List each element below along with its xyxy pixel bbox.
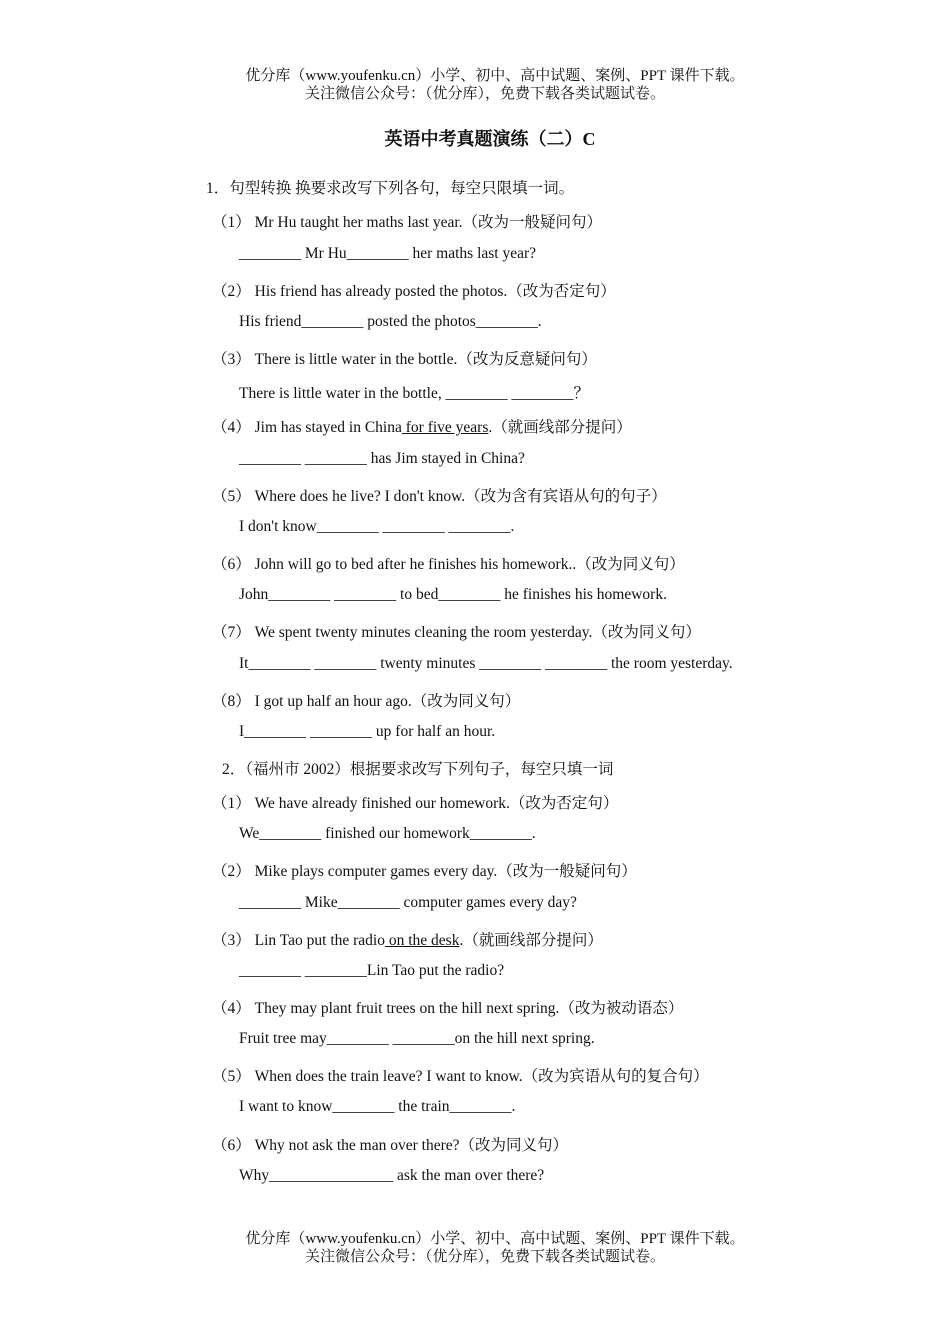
answer-2-2: ________ Mike________ computer games every day? bbox=[239, 894, 577, 911]
footer-line-2: 关注微信公众号：（优分库），免费下载各类试题试卷。 bbox=[304, 1249, 665, 1265]
question-2-4: （4） They may plant fruit trees on the hill next spring.（改为被动语态） bbox=[212, 1000, 684, 1017]
question-2-2: （2） Mike plays computer games every day.（改为一般疑问句） bbox=[212, 863, 637, 880]
answer-2-4: Fruit tree may________ ________on the hill next spring. bbox=[239, 1030, 595, 1047]
answer-1-3: There is little water in the bottle, ________ ________？ bbox=[239, 385, 589, 402]
answer-1-8: I________ ________ up for half an hour. bbox=[239, 723, 496, 740]
question-1-7: （7） We spent twenty minutes cleaning the room yesterday.（改为同义句） bbox=[212, 624, 701, 641]
question-1-6: （6） John will go to bed after he finishes his homework..（改为同义句） bbox=[212, 556, 685, 573]
question-1-2: （2） His friend has already posted the photos.（改为否定句） bbox=[212, 283, 616, 300]
question-1-8: （8） I got up half an hour ago.（改为同义句） bbox=[212, 693, 521, 710]
answer-1-1: ________ Mr Hu________ her maths last year? bbox=[239, 245, 537, 262]
page-title: 英语中考真题演练（二）C bbox=[384, 129, 596, 149]
question-2-3-text: （3） Lin Tao put the radio bbox=[212, 932, 385, 949]
footer-line-1: 优分库（www.youfenku.cn）小学、初中、高中试题、案例、PPT 课件下载。 bbox=[245, 1231, 745, 1247]
question-2-3-underlined: on the desk bbox=[384, 932, 460, 949]
answer-1-6: John________ ________ to bed________ he finishes his homework. bbox=[239, 586, 667, 603]
answer-1-5: I don't know________ ________ ________. bbox=[239, 518, 515, 535]
question-1-3: （3） There is little water in the bottle.（改为反意疑问句） bbox=[212, 351, 597, 368]
question-2-6: （6） Why not ask the man over there?（改为同义句） bbox=[212, 1137, 568, 1154]
page-footer bbox=[0, 1230, 950, 1266]
question-1-1: （1） Mr Hu taught her maths last year.（改为一般疑问句） bbox=[212, 214, 603, 231]
header-line-1: 优分库（www.youfenku.cn）小学、初中、高中试题、案例、PPT 课件下载。 bbox=[245, 68, 745, 84]
question-2-3-instruction: .（就画线部分提问） bbox=[459, 932, 603, 949]
question-2-1: （1） We have already finished our homework.（改为否定句） bbox=[212, 795, 619, 812]
answer-1-7: It________ ________ twenty minutes ________ ________ the room yesterday. bbox=[239, 655, 733, 672]
page-header bbox=[0, 67, 950, 103]
answer-2-1: We________ finished our homework________. bbox=[239, 825, 536, 842]
question-1-4-underlined: for five years bbox=[401, 419, 489, 436]
header-line-2: 关注微信公众号：（优分库），免费下载各类试题试卷。 bbox=[304, 86, 665, 102]
answer-2-3: ________ ________Lin Tao put the radio? bbox=[239, 962, 505, 979]
question-2-5: （5） When does the train leave? I want to know.（改为宾语从句的复合句） bbox=[212, 1068, 709, 1085]
question-1-5: （5） Where does he live? I don't know.（改为含有宾语从句的句子） bbox=[212, 488, 667, 505]
question-1-4-text: （4） Jim has stayed in China bbox=[212, 419, 402, 436]
question-2-3 bbox=[212, 928, 603, 950]
answer-2-6: Why________________ ask the man over there? bbox=[239, 1167, 545, 1184]
answer-1-4: ________ ________ has Jim stayed in China? bbox=[239, 450, 525, 467]
section-1-heading: 1．句型转换 换要求改写下列各句，每空只限填一词。 bbox=[206, 180, 575, 197]
answer-1-2: His friend________ posted the photos________. bbox=[239, 313, 542, 330]
question-1-4 bbox=[212, 415, 632, 437]
section-2-heading: 2．（福州市 2002）根据要求改写下列句子，每空只填一词 bbox=[222, 761, 614, 778]
answer-2-5: I want to know________ the train________. bbox=[239, 1098, 516, 1115]
question-1-4-instruction: .（就画线部分提问） bbox=[488, 419, 632, 436]
